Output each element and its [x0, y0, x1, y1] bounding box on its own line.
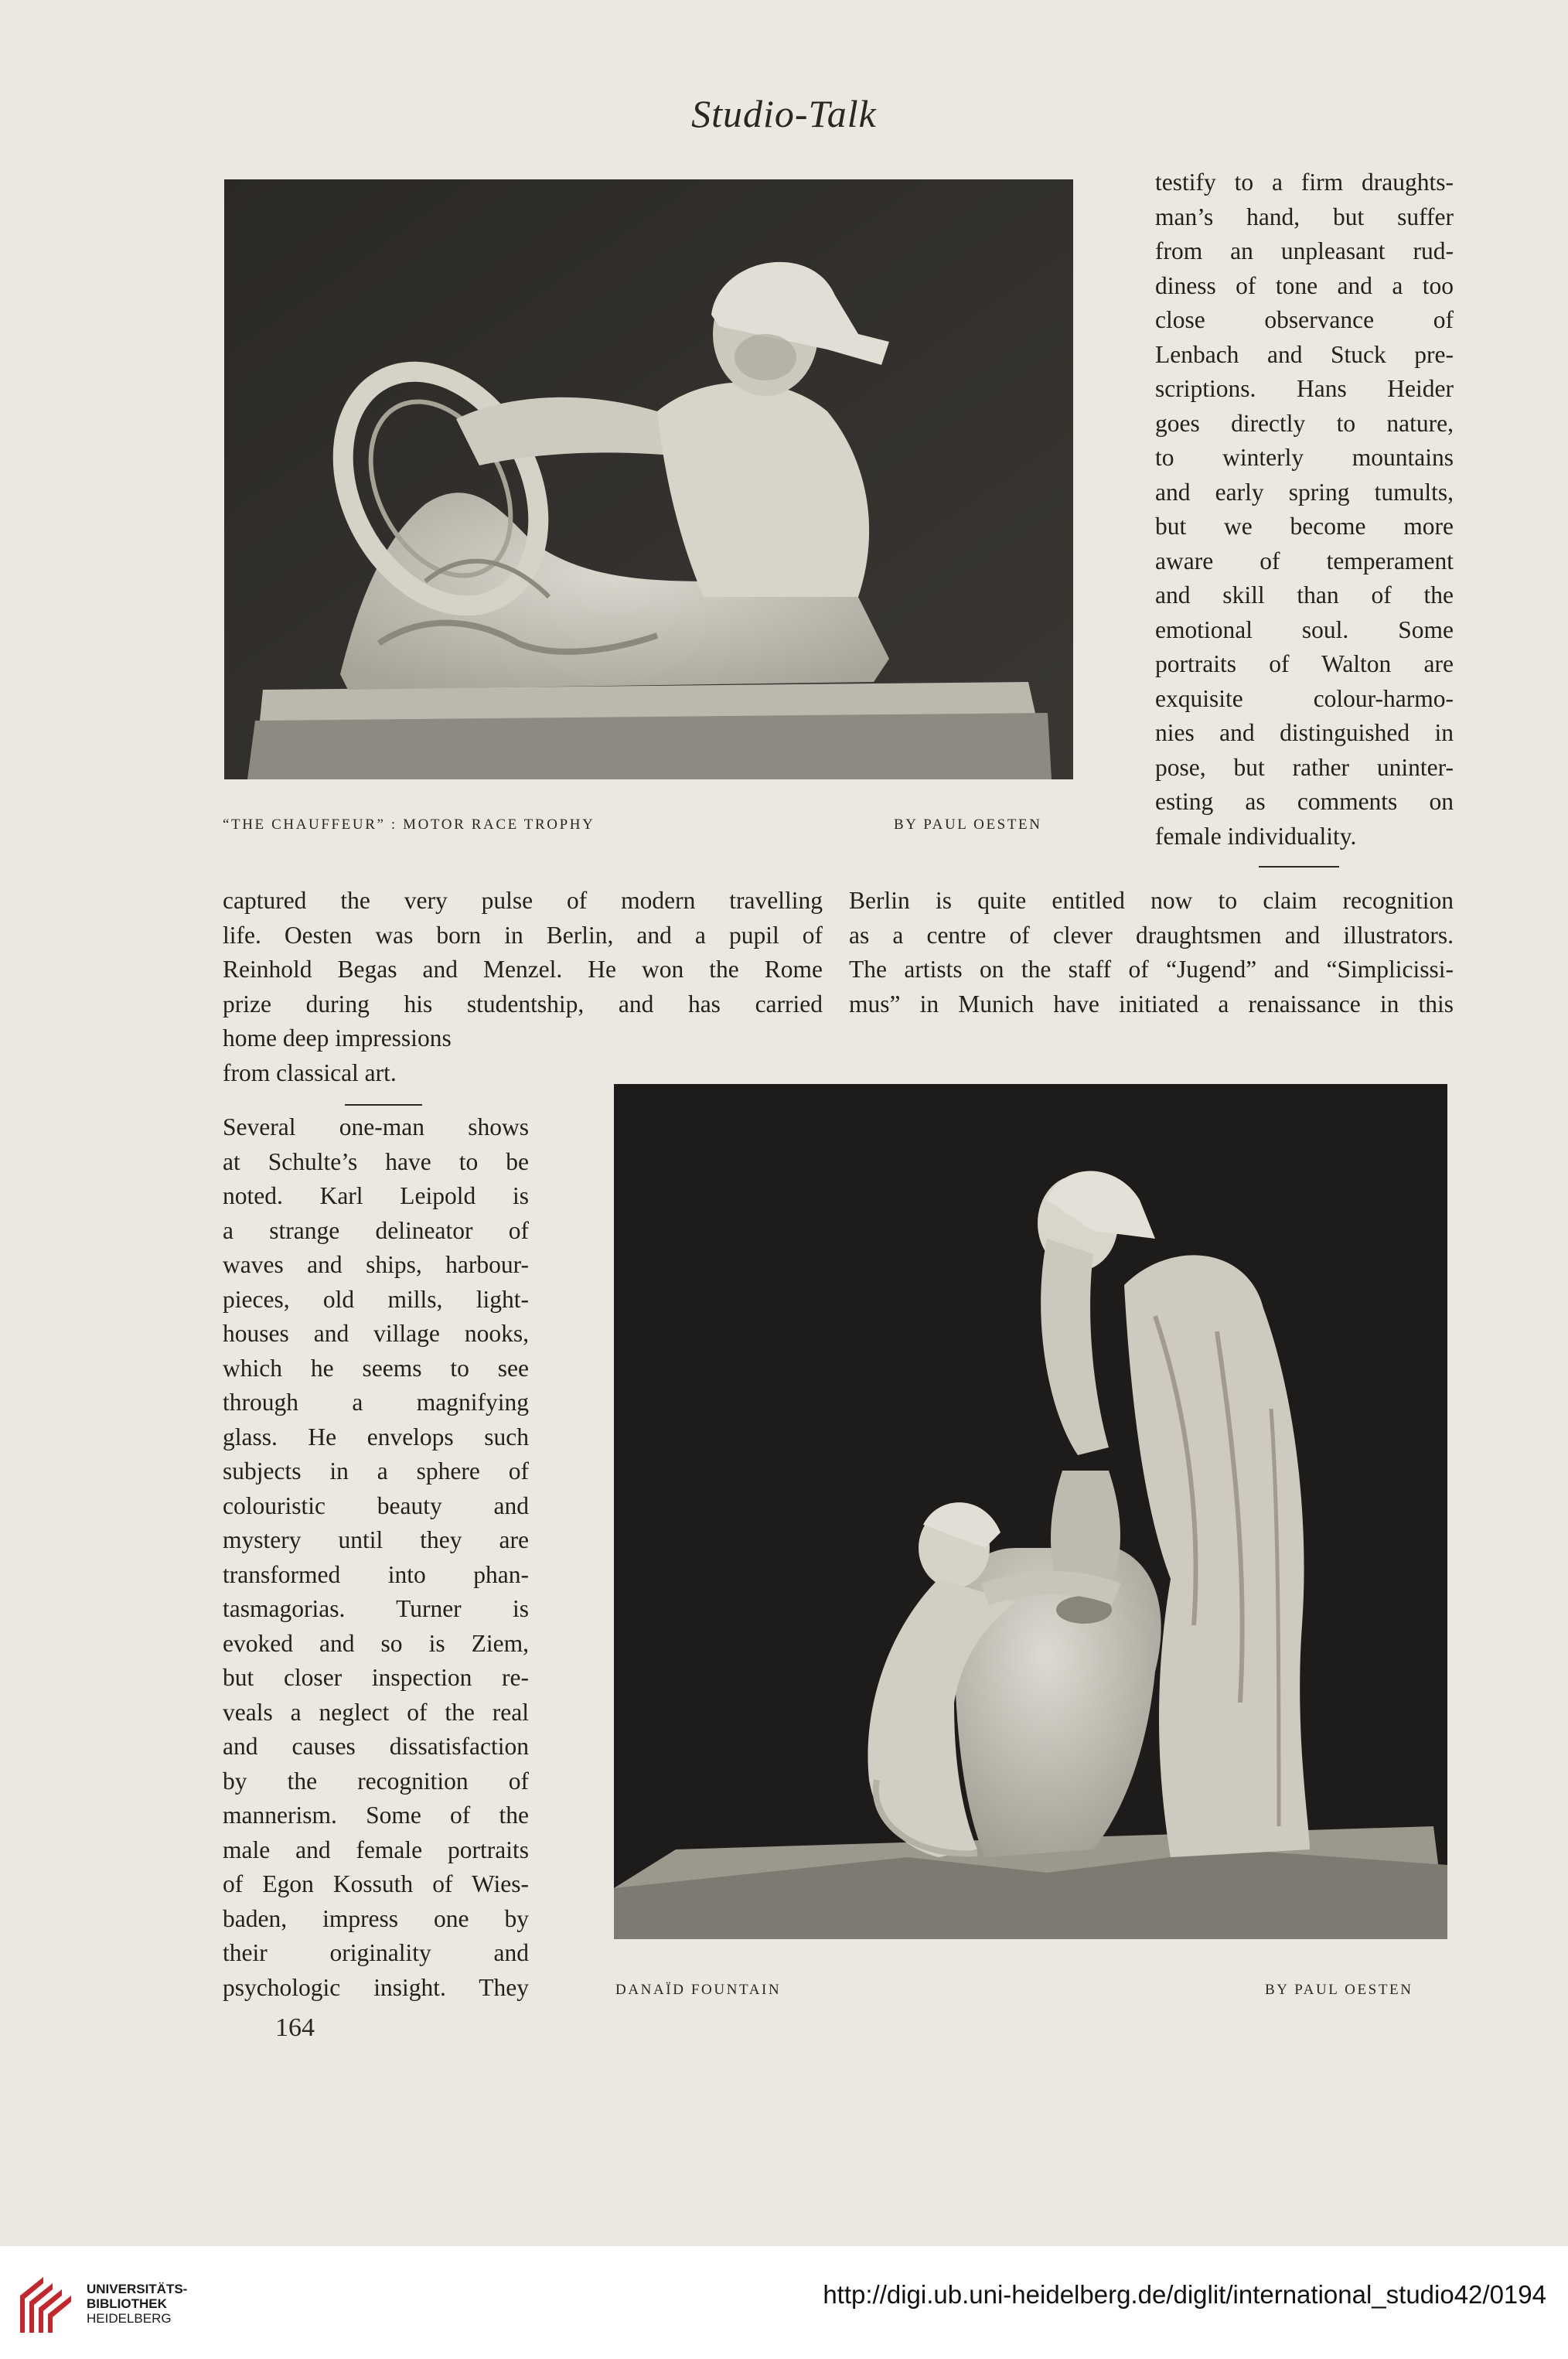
text-line: a strange delineator of — [223, 1216, 529, 1244]
text-line: aware of temperament — [1155, 547, 1454, 574]
text-line: from classical art. — [223, 1058, 397, 1086]
text-line: Several one-man shows — [223, 1113, 529, 1140]
text-line: nies and distinguished in — [1155, 719, 1454, 746]
text-line: Reinhold Begas and Menzel. He won the Rome — [223, 956, 823, 983]
section-rule-left — [345, 1104, 422, 1106]
library-name-line: HEIDELBERG — [87, 2311, 172, 2326]
text-line: from an unpleasant rud- — [1155, 237, 1454, 264]
text-line: Berlin is quite entitled now to claim recognition — [849, 887, 1454, 914]
photo-danaid-fountain — [614, 1084, 1447, 1939]
text-line: but closer inspection re- — [223, 1664, 529, 1691]
text-line: of Egon Kossuth of Wies- — [223, 1870, 529, 1897]
text-line: pose, but rather uninter- — [1155, 753, 1454, 781]
library-name-line: UNIVERSITÄTS- — [87, 2282, 188, 2296]
caption-title-chauffeur: “THE CHAUFFEUR” : MOTOR RACE TROPHY — [223, 816, 595, 833]
text-line: esting as comments on — [1155, 788, 1454, 815]
text-line: and early spring tumults, — [1155, 478, 1454, 506]
text-line: houses and village nooks, — [223, 1320, 529, 1347]
text-column-left-narrow — [223, 1110, 529, 2005]
text-line: baden, impress one by — [223, 1904, 529, 1932]
text-line: through a magnifying — [223, 1389, 529, 1416]
text-line: exquisite colour-harmo- — [1155, 684, 1454, 712]
text-column-left-mid — [223, 884, 823, 1090]
text-line: tasmagorias. Turner is — [223, 1595, 529, 1622]
text-line: mus” in Munich have initiated a renaissance in this — [849, 990, 1454, 1018]
text-line: as a centre of clever draughtsmen and illustrators. — [849, 921, 1454, 949]
caption-title-danaid: DANAÏD FOUNTAIN — [615, 1982, 782, 1998]
text-line: colouristic beauty and — [223, 1491, 529, 1519]
text-line: goes directly to nature, — [1155, 409, 1454, 437]
source-url-link[interactable]: http://digi.ub.uni-heidelberg.de/diglit/international_studio42/0194 — [823, 2280, 1546, 2309]
caption-credit-danaid: BY PAUL OESTEN — [1265, 1982, 1413, 1998]
text-line: glass. He envelops such — [223, 1423, 529, 1451]
text-line: evoked and so is Ziem, — [223, 1629, 529, 1657]
text-line: The artists on the staff of “Jugend” and “Simplicissi- — [849, 956, 1454, 983]
text-line: to winterly mountains — [1155, 444, 1454, 471]
caption-credit-chauffeur: BY PAUL OESTEN — [894, 816, 1042, 833]
text-line: testify to a firm draughts- — [1155, 169, 1454, 196]
text-line: mannerism. Some of the — [223, 1802, 529, 1829]
text-line: noted. Karl Leipold is — [223, 1182, 529, 1209]
text-column-right-mid — [849, 884, 1454, 1021]
text-line: mystery until they are — [223, 1526, 529, 1553]
danaid-sculpture-image — [614, 1084, 1447, 1939]
page-number: 164 — [275, 2013, 315, 2042]
text-line: man’s hand, but suffer — [1155, 203, 1454, 230]
text-line: scriptions. Hans Heider — [1155, 375, 1454, 402]
text-line: subjects in a sphere of — [223, 1457, 529, 1485]
text-line: Lenbach and Stuck pre- — [1155, 340, 1454, 368]
text-line: life. Oesten was born in Berlin, and a pupil of — [223, 921, 823, 949]
photo-chauffeur-trophy — [224, 179, 1073, 779]
text-line: by the recognition of — [223, 1767, 529, 1795]
library-logo-icon — [15, 2272, 77, 2337]
text-line: home deep impressions — [223, 1024, 452, 1052]
text-line: portraits of Walton are — [1155, 650, 1454, 677]
text-line: emotional soul. Some — [1155, 615, 1454, 643]
text-line: transformed into phan- — [223, 1560, 529, 1588]
text-line: female individuality. — [1155, 822, 1357, 850]
text-line: their originality and — [223, 1939, 529, 1966]
text-line: but we become more — [1155, 513, 1454, 540]
text-line: waves and ships, harbour- — [223, 1251, 529, 1278]
text-line: and causes dissatisfaction — [223, 1733, 529, 1760]
text-line: which he seems to see — [223, 1354, 529, 1382]
text-line: pieces, old mills, light- — [223, 1285, 529, 1313]
text-line: close observance of — [1155, 306, 1454, 333]
running-head: Studio-Talk — [691, 92, 877, 135]
digital-library-footer — [0, 2246, 1568, 2359]
library-name — [87, 2282, 187, 2326]
text-line: and skill than of the — [1155, 581, 1454, 608]
text-line: psychologic insight. They — [223, 1973, 529, 2001]
library-name-line: BIBLIOTHEK — [87, 2296, 167, 2311]
text-line: diness of tone and a too — [1155, 271, 1454, 299]
text-line: prize during his studentship, and has carried — [223, 990, 823, 1018]
text-column-right-top — [1155, 165, 1454, 854]
text-line: veals a neglect of the real — [223, 1698, 529, 1726]
chauffeur-sculpture-image — [224, 179, 1073, 779]
text-line: male and female portraits — [223, 1836, 529, 1863]
section-rule-right — [1259, 866, 1339, 868]
text-line: at Schulte’s have to be — [223, 1147, 529, 1175]
text-line: captured the very pulse of modern travelling — [223, 887, 823, 914]
